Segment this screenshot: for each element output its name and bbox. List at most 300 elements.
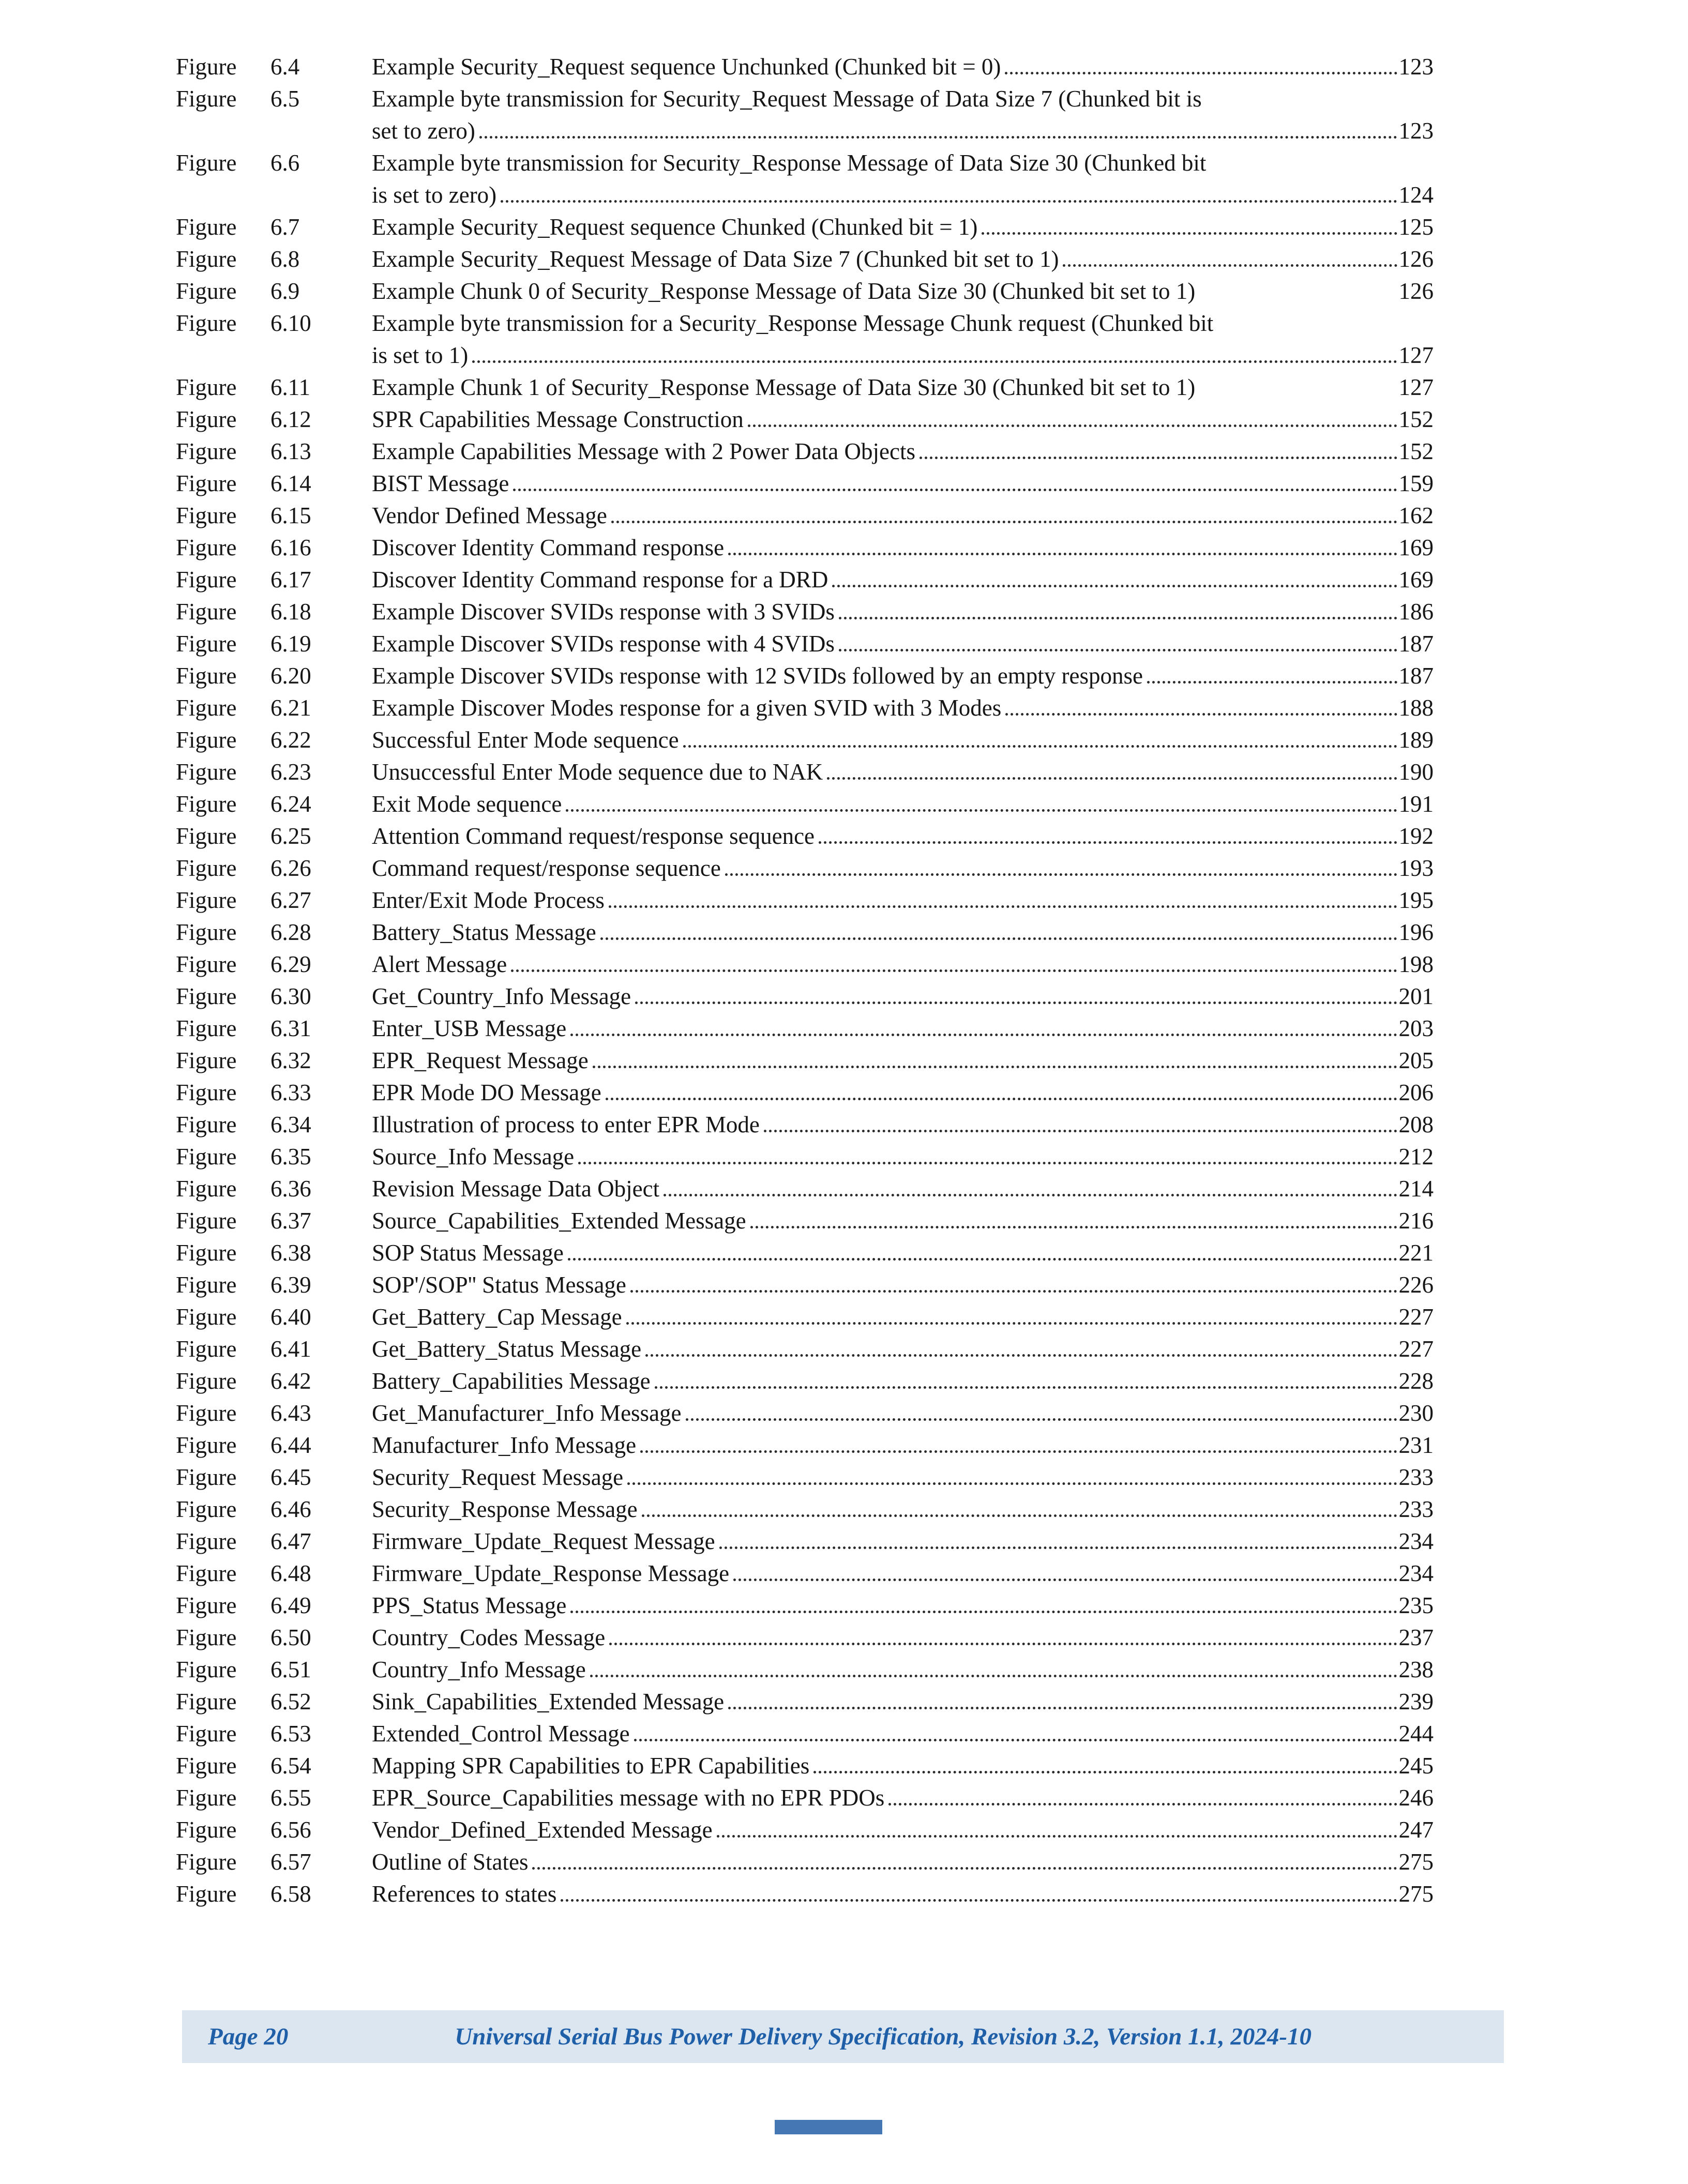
toc-entry[interactable] xyxy=(176,1525,1434,1557)
figure-number: 6.16 xyxy=(270,535,311,560)
figure-label: Figure xyxy=(176,1785,237,1811)
figure-label: Figure xyxy=(176,438,237,464)
toc-entry[interactable] xyxy=(176,1109,1434,1141)
entry-lines xyxy=(372,692,1434,724)
toc-entry[interactable] xyxy=(176,1237,1434,1269)
figure-title: Unsuccessful Enter Mode sequence due to NAK xyxy=(372,759,823,785)
dot-leader xyxy=(609,1643,1397,1645)
toc-entry[interactable] xyxy=(176,980,1434,1012)
dot-leader xyxy=(827,777,1397,780)
toc-entry[interactable] xyxy=(176,756,1434,788)
figure-label: Figure xyxy=(176,1304,237,1330)
page-number: 230 xyxy=(1398,1400,1434,1426)
figure-number: 6.40 xyxy=(270,1304,311,1330)
entry-lines xyxy=(372,51,1434,83)
figure-number: 6.37 xyxy=(270,1208,311,1234)
figure-label: Figure xyxy=(176,599,237,625)
dot-leader xyxy=(511,969,1397,972)
footer-bar xyxy=(182,2010,1504,2063)
entry-line xyxy=(372,147,1434,179)
entry-line xyxy=(372,1557,1434,1589)
entry-lines xyxy=(372,852,1434,884)
entry-lines xyxy=(372,1621,1434,1654)
figure-label: Figure xyxy=(176,1625,237,1650)
page-number: 237 xyxy=(1398,1625,1434,1650)
figure-number: 6.28 xyxy=(270,919,311,945)
figure-number: 6.10 xyxy=(270,310,311,336)
entry-line xyxy=(372,467,1434,499)
figure-title: SOP'/SOP'' Status Message xyxy=(372,1272,626,1298)
toc-entry[interactable] xyxy=(176,51,1434,83)
toc-entry[interactable] xyxy=(176,83,1434,147)
figure-title: Example Discover Modes response for a given SVID with 3 Modes xyxy=(372,695,1002,721)
entry-line xyxy=(372,596,1434,628)
figure-label: Figure xyxy=(176,759,237,785)
dot-leader xyxy=(626,1322,1397,1325)
figure-number: 6.22 xyxy=(270,727,311,753)
figure-title: References to states xyxy=(372,1881,557,1907)
figure-number: 6.11 xyxy=(270,374,311,400)
figure-label: Figure xyxy=(176,1817,237,1843)
figure-number: 6.38 xyxy=(270,1240,311,1266)
dot-leader xyxy=(1005,72,1397,74)
figure-title: EPR_Source_Capabilities message with no EPR PDOs xyxy=(372,1785,885,1811)
figure-number: 6.36 xyxy=(270,1176,311,1202)
dot-leader xyxy=(501,200,1397,203)
entry-lines xyxy=(372,1525,1434,1557)
entry-lines xyxy=(372,1846,1434,1878)
figure-number: 6.42 xyxy=(270,1368,311,1394)
dot-leader xyxy=(683,745,1397,748)
figure-title: Battery_Capabilities Message xyxy=(372,1368,651,1394)
figure-number: 6.24 xyxy=(270,791,311,817)
figure-label: Figure xyxy=(176,663,237,689)
page-number: 123 xyxy=(1398,54,1434,80)
page-number: 127 xyxy=(1398,374,1434,400)
toc-entry[interactable] xyxy=(176,1654,1434,1686)
figure-number: 6.14 xyxy=(270,471,311,496)
toc-entry[interactable] xyxy=(176,1782,1434,1814)
entry-line xyxy=(372,1814,1434,1846)
figure-label: Figure xyxy=(176,1048,237,1073)
toc-entry[interactable] xyxy=(176,499,1434,532)
dot-leader xyxy=(513,489,1397,491)
figure-number: 6.44 xyxy=(270,1432,311,1458)
figure-title: Discover Identity Command response for a DRD xyxy=(372,567,828,593)
entry-lines xyxy=(372,596,1434,628)
page-number: 247 xyxy=(1398,1817,1434,1843)
entry-line xyxy=(372,1846,1434,1878)
toc-entry[interactable] xyxy=(176,1846,1434,1878)
figure-title: Firmware_Update_Response Message xyxy=(372,1560,730,1586)
dot-leader xyxy=(725,873,1397,876)
toc-entry[interactable] xyxy=(176,1686,1434,1718)
dot-leader xyxy=(566,809,1397,812)
toc-entry[interactable] xyxy=(176,1205,1434,1237)
figure-label: Figure xyxy=(176,727,237,753)
figure-title: SOP Status Message xyxy=(372,1240,564,1266)
figure-number: 6.32 xyxy=(270,1048,311,1073)
toc-entry[interactable] xyxy=(176,147,1434,211)
figure-title: Manufacturer_Info Message xyxy=(372,1432,637,1458)
toc-entry[interactable] xyxy=(176,692,1434,724)
toc-list xyxy=(176,51,1434,1910)
entry-line xyxy=(372,1365,1434,1397)
dot-leader xyxy=(832,585,1397,587)
figure-title: Discover Identity Command response xyxy=(372,535,725,560)
figure-title: Outline of States xyxy=(372,1849,529,1875)
figure-number: 6.4 xyxy=(270,54,300,80)
figure-number: 6.8 xyxy=(270,246,300,272)
figure-title: Security_Response Message xyxy=(372,1496,638,1522)
figure-title: Example byte transmission for Security_Response Message of Data Size 30 (Chunked bit xyxy=(372,150,1207,176)
toc-entry[interactable] xyxy=(176,1814,1434,1846)
entry-line xyxy=(372,820,1434,852)
entry-line xyxy=(372,788,1434,820)
page-number: 169 xyxy=(1398,535,1434,560)
page-number: 191 xyxy=(1398,791,1434,817)
figure-number: 6.9 xyxy=(270,278,300,304)
toc-entry[interactable] xyxy=(176,435,1434,467)
dot-leader xyxy=(982,232,1397,235)
page-number: 187 xyxy=(1398,663,1434,689)
entry-line xyxy=(372,243,1434,275)
figure-number: 6.50 xyxy=(270,1625,311,1650)
page-number: 233 xyxy=(1398,1464,1434,1490)
figure-label: Figure xyxy=(176,887,237,913)
entry-line xyxy=(372,83,1434,115)
dot-leader xyxy=(819,841,1397,844)
toc-entry[interactable] xyxy=(176,788,1434,820)
toc-entry[interactable] xyxy=(176,1878,1434,1910)
toc-entry[interactable] xyxy=(176,211,1434,243)
dot-leader xyxy=(839,649,1397,651)
footer-doc-title: Universal Serial Bus Power Delivery Specification, Revision 3.2, Version 1.1, 2024-10 xyxy=(455,2023,1312,2050)
entry-line xyxy=(372,1654,1434,1686)
figure-number: 6.5 xyxy=(270,86,300,112)
figure-title: is set to zero) xyxy=(372,182,497,208)
toc-entry[interactable] xyxy=(176,916,1434,948)
figure-title: Example Capabilities Message with 2 Power Data Objects xyxy=(372,438,915,464)
figure-label: Figure xyxy=(176,374,237,400)
page-number: 201 xyxy=(1398,983,1434,1009)
figure-title: Example byte transmission for a Security_Response Message Chunk request (Chunked bit xyxy=(372,310,1214,336)
entry-line xyxy=(372,1750,1434,1782)
figure-number: 6.47 xyxy=(270,1528,311,1554)
figure-label: Figure xyxy=(176,1593,237,1618)
page-number: 275 xyxy=(1398,1881,1434,1907)
dot-leader xyxy=(748,424,1397,427)
toc-entry[interactable] xyxy=(176,1076,1434,1109)
page-number: 216 xyxy=(1398,1208,1434,1234)
entry-lines xyxy=(372,532,1434,564)
dot-leader xyxy=(472,360,1397,363)
page-number: 196 xyxy=(1398,919,1434,945)
figure-title: Alert Message xyxy=(372,951,507,977)
page-number: 212 xyxy=(1398,1144,1434,1170)
entry-lines xyxy=(372,371,1434,403)
page-number: 239 xyxy=(1398,1689,1434,1715)
entry-line xyxy=(372,1173,1434,1205)
entry-lines xyxy=(372,1493,1434,1525)
entry-line xyxy=(372,532,1434,564)
entry-lines xyxy=(372,1461,1434,1493)
figure-label: Figure xyxy=(176,1400,237,1426)
figure-number: 6.43 xyxy=(270,1400,311,1426)
toc-entry[interactable] xyxy=(176,724,1434,756)
figure-title: Example Discover SVIDs response with 12 SVIDs followed by an empty response xyxy=(372,663,1143,689)
page-number: 214 xyxy=(1398,1176,1434,1202)
entry-line xyxy=(372,1397,1434,1429)
figure-label: Figure xyxy=(176,1528,237,1554)
entry-line xyxy=(372,51,1434,83)
entry-line xyxy=(372,1333,1434,1365)
toc-entry[interactable] xyxy=(176,564,1434,596)
page-number: 227 xyxy=(1398,1336,1434,1362)
toc-entry[interactable] xyxy=(176,1621,1434,1654)
figure-label: Figure xyxy=(176,246,237,272)
entry-lines xyxy=(372,147,1434,211)
figure-label: Figure xyxy=(176,1112,237,1138)
dot-leader xyxy=(645,1354,1397,1357)
figure-label: Figure xyxy=(176,86,237,112)
entry-line xyxy=(372,1782,1434,1814)
figure-title: Example Security_Request Message of Data Size 7 (Chunked bit set to 1) xyxy=(372,246,1059,272)
figure-label: Figure xyxy=(176,823,237,849)
toc-entry[interactable] xyxy=(176,275,1434,307)
figure-number: 6.13 xyxy=(270,438,311,464)
toc-entry[interactable] xyxy=(176,1012,1434,1044)
toc-entry[interactable] xyxy=(176,852,1434,884)
toc-entry[interactable] xyxy=(176,1589,1434,1621)
page-number: 198 xyxy=(1398,951,1434,977)
toc-entry[interactable] xyxy=(176,1269,1434,1301)
page-number: 193 xyxy=(1398,855,1434,881)
entry-lines xyxy=(372,1012,1434,1044)
entry-line xyxy=(372,1621,1434,1654)
entry-line xyxy=(372,275,1434,307)
page-number: 126 xyxy=(1398,246,1434,272)
entry-lines xyxy=(372,1173,1434,1205)
figure-number: 6.58 xyxy=(270,1881,311,1907)
toc-entry[interactable] xyxy=(176,1718,1434,1750)
footer-page-label: Page 20 xyxy=(208,2023,289,2050)
toc-entry[interactable] xyxy=(176,1044,1434,1076)
page-number: 124 xyxy=(1398,182,1434,208)
page-number: 187 xyxy=(1398,631,1434,657)
entry-lines xyxy=(372,564,1434,596)
toc-entry[interactable] xyxy=(176,596,1434,628)
figure-label: Figure xyxy=(176,567,237,593)
entry-lines xyxy=(372,1878,1434,1910)
entry-line xyxy=(372,307,1434,339)
figure-label: Figure xyxy=(176,214,237,240)
page-number: 126 xyxy=(1398,278,1434,304)
entry-line xyxy=(372,211,1434,243)
toc-entry[interactable] xyxy=(176,1365,1434,1397)
dot-leader xyxy=(813,1771,1397,1773)
figure-label: Figure xyxy=(176,150,237,176)
entry-line xyxy=(372,852,1434,884)
entry-lines xyxy=(372,980,1434,1012)
entry-lines xyxy=(372,1814,1434,1846)
page-number: 205 xyxy=(1398,1048,1434,1073)
figure-title: Firmware_Update_Request Message xyxy=(372,1528,715,1554)
figure-number: 6.26 xyxy=(270,855,311,881)
dot-leader xyxy=(750,1226,1397,1228)
entry-lines xyxy=(372,83,1434,147)
figure-title: Country_Info Message xyxy=(372,1657,586,1682)
toc-entry[interactable] xyxy=(176,660,1434,692)
figure-label: Figure xyxy=(176,951,237,977)
entry-lines xyxy=(372,275,1434,307)
toc-entry[interactable] xyxy=(176,307,1434,371)
figure-number: 6.34 xyxy=(270,1112,311,1138)
toc-entry[interactable] xyxy=(176,532,1434,564)
toc-entry[interactable] xyxy=(176,403,1434,435)
figure-label: Figure xyxy=(176,983,237,1009)
entry-line xyxy=(372,1589,1434,1621)
entry-lines xyxy=(372,243,1434,275)
figure-title: Mapping SPR Capabilities to EPR Capabilities xyxy=(372,1753,810,1779)
figure-title: Sink_Capabilities_Extended Message xyxy=(372,1689,725,1715)
dot-leader xyxy=(839,617,1397,619)
figure-number: 6.33 xyxy=(270,1080,311,1105)
figure-number: 6.52 xyxy=(270,1689,311,1715)
dot-leader xyxy=(1063,264,1397,267)
figure-number: 6.25 xyxy=(270,823,311,849)
figure-label: Figure xyxy=(176,695,237,721)
figure-title: Command request/response sequence xyxy=(372,855,721,881)
figure-number: 6.35 xyxy=(270,1144,311,1170)
page-number: 125 xyxy=(1398,214,1434,240)
entry-lines xyxy=(372,1205,1434,1237)
dot-leader xyxy=(1005,713,1397,716)
entry-line xyxy=(372,756,1434,788)
page-number: 226 xyxy=(1398,1272,1434,1298)
figure-title: EPR_Request Message xyxy=(372,1048,589,1073)
entry-line xyxy=(372,179,1434,211)
page-number: 234 xyxy=(1398,1528,1434,1554)
figure-number: 6.29 xyxy=(270,951,311,977)
page-number: 192 xyxy=(1398,823,1434,849)
dot-leader xyxy=(728,1707,1397,1709)
page-number: 162 xyxy=(1398,503,1434,528)
dot-leader xyxy=(920,457,1397,459)
dot-leader xyxy=(606,1098,1397,1100)
toc-entry[interactable] xyxy=(176,820,1434,852)
toc-entry[interactable] xyxy=(176,1557,1434,1589)
dot-leader xyxy=(717,1835,1397,1838)
toc-entry[interactable] xyxy=(176,1750,1434,1782)
figure-label: Figure xyxy=(176,919,237,945)
figure-title: Enter_USB Message xyxy=(372,1015,567,1041)
figure-number: 6.19 xyxy=(270,631,311,657)
page-number: 203 xyxy=(1398,1015,1434,1041)
page-number: 275 xyxy=(1398,1849,1434,1875)
figure-label: Figure xyxy=(176,278,237,304)
figure-title: Country_Codes Message xyxy=(372,1625,606,1650)
figure-number: 6.39 xyxy=(270,1272,311,1298)
dot-leader xyxy=(570,1611,1397,1613)
entry-lines xyxy=(372,948,1434,980)
toc-entry[interactable] xyxy=(176,884,1434,916)
entry-lines xyxy=(372,660,1434,692)
figure-title: Source_Info Message xyxy=(372,1144,575,1170)
toc-entry[interactable] xyxy=(176,1429,1434,1461)
toc-entry[interactable] xyxy=(176,243,1434,275)
entry-lines xyxy=(372,403,1434,435)
figure-label: Figure xyxy=(176,503,237,528)
entry-line xyxy=(372,564,1434,596)
entry-line xyxy=(372,1109,1434,1141)
figure-label: Figure xyxy=(176,1272,237,1298)
figure-label: Figure xyxy=(176,1336,237,1362)
toc-entry[interactable] xyxy=(176,1173,1434,1205)
toc-entry[interactable] xyxy=(176,1461,1434,1493)
figure-label: Figure xyxy=(176,1753,237,1779)
figure-title: PPS_Status Message xyxy=(372,1593,567,1618)
page-number: 189 xyxy=(1398,727,1434,753)
entry-lines xyxy=(372,1686,1434,1718)
entry-line xyxy=(372,1301,1434,1333)
toc-entry[interactable] xyxy=(176,628,1434,660)
page-number: 152 xyxy=(1398,438,1434,464)
entry-line xyxy=(372,371,1434,403)
figure-title: set to zero) xyxy=(372,118,475,144)
dot-leader xyxy=(719,1546,1397,1549)
toc-entry[interactable] xyxy=(176,1333,1434,1365)
dot-leader xyxy=(764,1130,1397,1132)
toc-entry[interactable] xyxy=(176,1397,1434,1429)
figure-number: 6.41 xyxy=(270,1336,311,1362)
figure-title: Enter/Exit Mode Process xyxy=(372,887,605,913)
figure-label: Figure xyxy=(176,471,237,496)
page-number: 123 xyxy=(1398,118,1434,144)
entry-lines xyxy=(372,211,1434,243)
dot-leader xyxy=(479,136,1397,139)
page-number: 238 xyxy=(1398,1657,1434,1682)
figure-label: Figure xyxy=(176,535,237,560)
toc-entry[interactable] xyxy=(176,1301,1434,1333)
figure-label: Figure xyxy=(176,1560,237,1586)
entry-lines xyxy=(372,916,1434,948)
figure-label: Figure xyxy=(176,791,237,817)
figure-title: Exit Mode sequence xyxy=(372,791,562,817)
page-number: 188 xyxy=(1398,695,1434,721)
toc-entry[interactable] xyxy=(176,371,1434,403)
entry-lines xyxy=(372,1109,1434,1141)
page-number: 228 xyxy=(1398,1368,1434,1394)
dot-leader xyxy=(609,905,1397,908)
entry-lines xyxy=(372,1429,1434,1461)
dot-leader xyxy=(664,1194,1397,1196)
dot-leader xyxy=(655,1386,1397,1389)
entry-lines xyxy=(372,1076,1434,1109)
figure-label: Figure xyxy=(176,1721,237,1747)
page-number: 195 xyxy=(1398,887,1434,913)
figure-number: 6.17 xyxy=(270,567,311,593)
page-number: 234 xyxy=(1398,1560,1434,1586)
figure-label: Figure xyxy=(176,1657,237,1682)
dot-leader xyxy=(1147,681,1397,684)
page-number: 186 xyxy=(1398,599,1434,625)
toc-entry[interactable] xyxy=(176,1141,1434,1173)
entry-line xyxy=(372,884,1434,916)
toc-entry[interactable] xyxy=(176,1493,1434,1525)
toc-entry[interactable] xyxy=(176,948,1434,980)
toc-entry[interactable] xyxy=(176,467,1434,499)
